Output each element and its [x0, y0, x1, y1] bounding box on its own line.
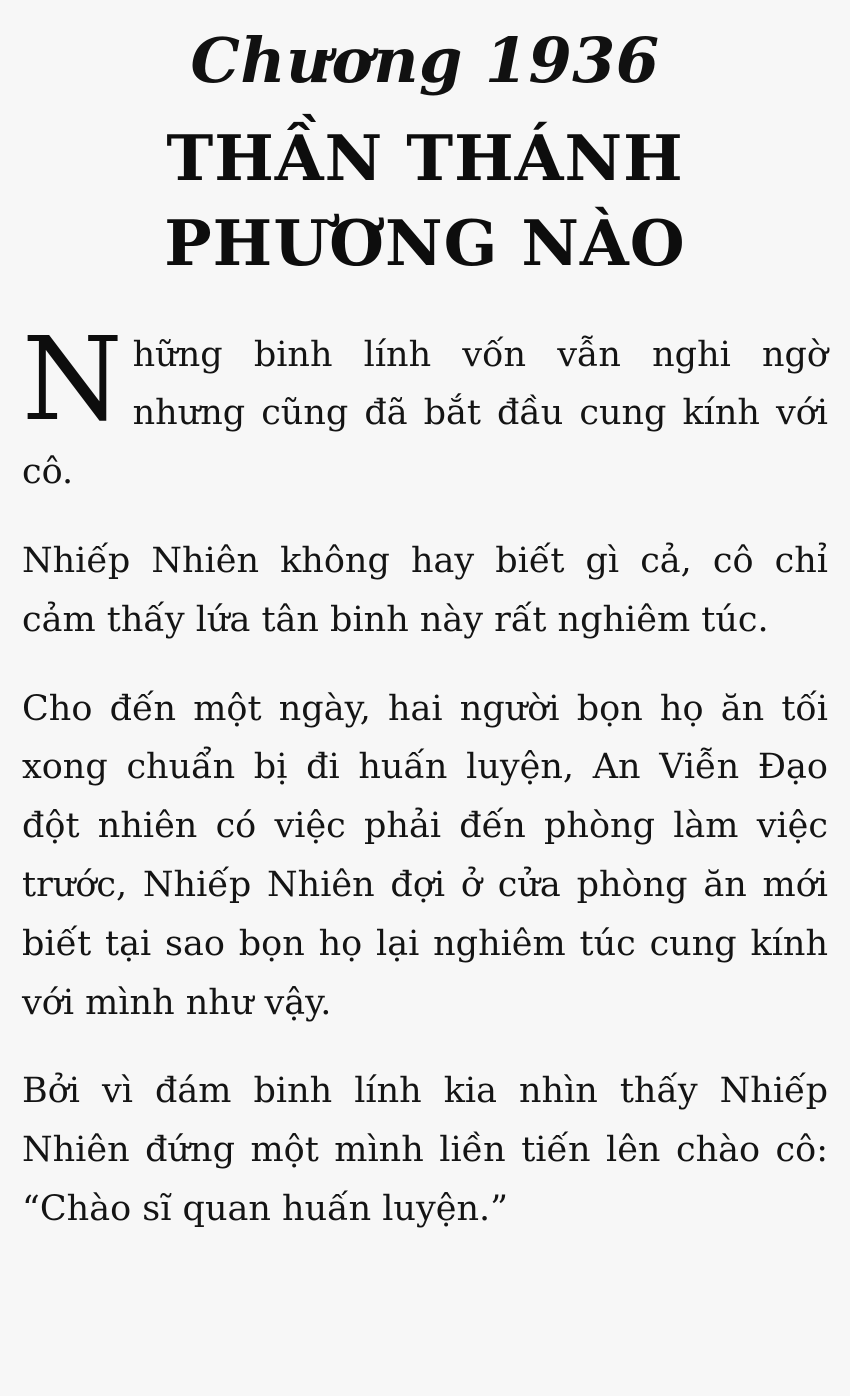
paragraph: Cho đến một ngày, hai người bọn họ ăn tối xong chuẩn bị đi huấn luyện, An Viễn Đạo đột nhiên có việc phải đến phòng làm việc trước, Nhiếp Nhiên đợi ở cửa phòng ăn mới biết tại sao bọn họ lại nghiêm túc cung kính với mình như vậy.	[22, 688, 828, 1023]
paragraph: Bởi vì đám binh lính kia nhìn thấy Nhiếp Nhiên đứng một mình liền tiến lên chào cô: “Chào sĩ quan huấn luyện.”	[22, 1071, 828, 1229]
chapter-body	[22, 312, 828, 1239]
chapter-number: Chương 1936	[190, 24, 660, 97]
paragraph: Nhiếp Nhiên không hay biết gì cả, cô chỉ cảm thấy lứa tân binh này rất nghiêm túc.	[22, 540, 828, 640]
chapter-title: THẦN THÁNH PHƯƠNG NÀO	[164, 120, 686, 280]
paragraph: Những binh lính vốn vẫn nghi ngờ nhưng cũng đã bắt đầu cung kính với cô.	[22, 312, 828, 493]
